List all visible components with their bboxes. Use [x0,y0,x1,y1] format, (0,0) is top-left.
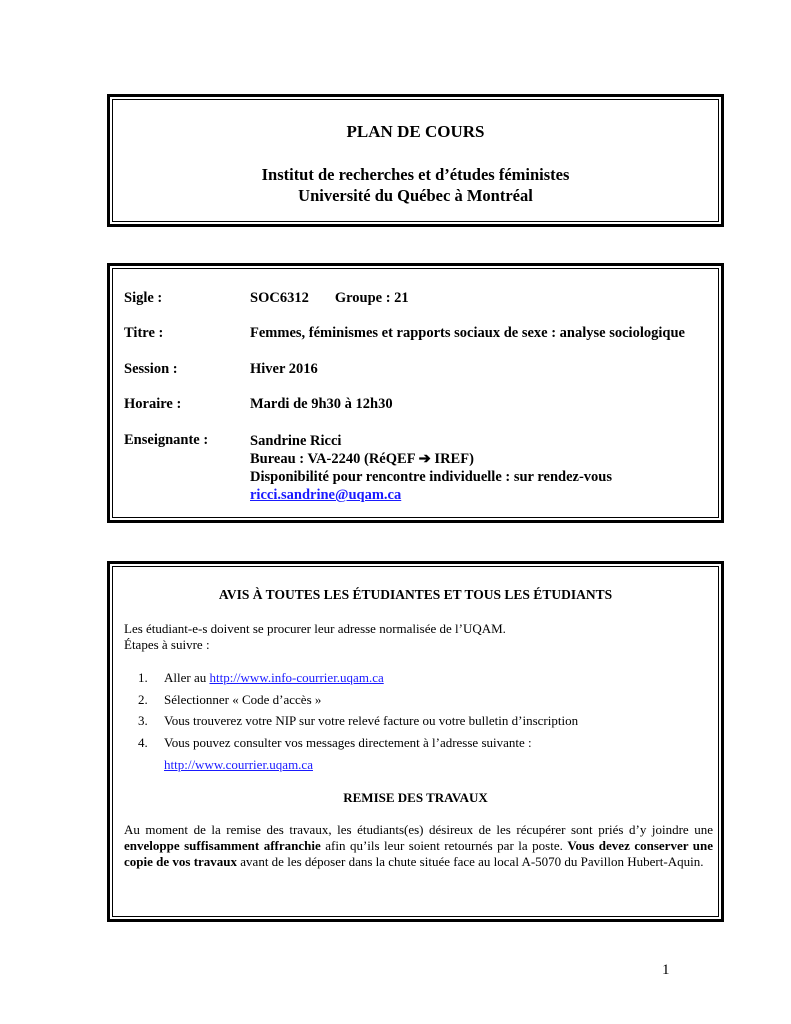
step-2 [138,692,321,708]
page-number: 1 [662,962,670,978]
step-3-number: 3. [138,713,148,728]
horaire-value: Mardi de 9h30 à 12h30 [250,396,393,412]
sigle-label: Sigle : [124,290,163,306]
header-box [107,94,724,227]
sigle-value: SOC6312 [250,290,309,306]
step-1-text: Aller au [164,670,210,685]
intro-line-1: Les étudiant-e-s doivent se procurer leur adresse normalisée de l’UQAM. [124,621,506,636]
course-info-box [107,263,724,523]
step-4-text: Vous pouvez consulter vos messages directement à l’adresse suivante : [164,735,532,750]
arrow-right-icon: ➔ [418,451,431,467]
notice-box [107,561,724,922]
session-value: Hiver 2016 [250,361,318,377]
document-title: PLAN DE COURS [346,122,485,141]
remise-heading: REMISE DES TRAVAUX [343,790,488,805]
info-courrier-link[interactable]: http://www.info-courrier.uqam.ca [209,670,384,685]
step-4-link-line [164,757,313,773]
institute-name: Institut de recherches et d’études féministes [261,165,570,184]
session-label: Session : [124,361,178,377]
titre-label: Titre : [124,325,164,341]
step-4-number: 4. [138,735,148,750]
office-line [250,450,612,468]
remise-text-3: avant de les déposer dans la chute située face au local A-5070 du Pavillon Hubert-Aquin. [237,854,704,869]
step-2-number: 2. [138,692,148,707]
university-name: Université du Québec à Montréal [298,186,533,205]
step-1 [138,670,384,686]
step-2-text: Sélectionner « Code d’accès » [164,692,322,707]
horaire-label: Horaire : [124,396,182,412]
availability: Disponibilité pour rencontre individuelle : sur rendez-vous [250,469,613,485]
remise-bold-copy: Vous devez conserver une copie de vos travaux [124,838,713,869]
titre-value: Femmes, féminismes et rapports sociaux de sexe : analyse sociologique [250,325,685,341]
email-link[interactable]: ricci.sandrine@uqam.ca [250,487,402,503]
enseignante-label: Enseignante : [124,432,209,448]
step-3-text: Vous trouverez votre NIP sur votre relevé facture ou votre bulletin d’inscription [164,713,579,728]
remise-bold-envelope: enveloppe suffisamment affranchie [124,838,321,853]
intro-line-2: Étapes à suivre : [124,637,210,652]
courrier-link[interactable]: http://www.courrier.uqam.ca [164,757,313,772]
remise-text-2: afin qu’ils leur soient retournés par la poste. [320,838,568,853]
notice-intro [124,621,711,653]
remise-paragraph [124,822,713,870]
step-3 [138,713,578,729]
office-iref: IREF) [434,451,474,467]
teacher-name: Sandrine Ricci [250,433,342,449]
step-1-number: 1. [138,670,148,685]
office-text: Bureau : VA-2240 (RéQEF [250,451,416,467]
notice-heading: AVIS À TOUTES LES ÉTUDIANTES ET TOUS LES ÉTUDIANTS [218,587,613,602]
groupe-value: Groupe : 21 [334,290,409,306]
step-4 [138,735,532,751]
remise-text-1: Au moment de la remise des travaux, les étudiants(es) désireux de les récupérer sont priés d’y joindre une [124,822,713,837]
